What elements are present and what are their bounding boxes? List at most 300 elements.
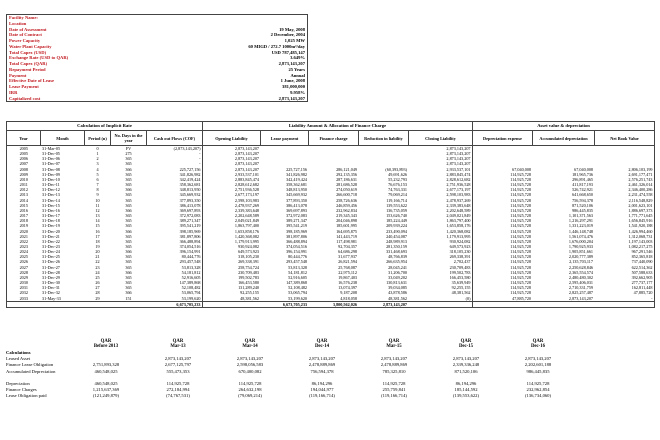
table-cell: 318,105,230 [238, 254, 259, 260]
info-value: 1 June, 2008 [280, 78, 305, 84]
table-cell: 341,826,982 [147, 172, 203, 177]
summary-value: 2,873,143,207 [524, 356, 552, 362]
totals-cell [409, 301, 473, 307]
table-cell: 986,445,835 [572, 207, 593, 213]
table-cell: 31-Dec-06 [42, 156, 60, 162]
table-cell: 1,179,913,995 [234, 238, 259, 244]
summary-value: 2,873,143,207 [380, 356, 408, 362]
table-cell: 277,737,177 [595, 280, 655, 285]
table-cell: 2017 [7, 213, 41, 218]
summary-header-cell [214, 339, 286, 350]
table-cell: 47,885,720 [512, 295, 531, 301]
summary-value: 2,478,889,869 [380, 362, 408, 368]
info-value: 381,000,000 [282, 84, 305, 89]
summary-value: 1,215,637,369 [92, 386, 120, 392]
table-cell: 852,365,818 [595, 254, 655, 259]
table-cell: 274,050,619 [336, 187, 357, 193]
table-cell: 2,598,103,983 [234, 197, 259, 203]
table-cell: 117,498,981 [336, 238, 357, 244]
table-cell: 2,116,548,829 [595, 198, 655, 203]
table-cell: 365 [125, 197, 132, 203]
table-cell: 386,413,078 [147, 203, 203, 208]
table-cell: 14 [95, 218, 100, 224]
table-cell: 622,514,362 [595, 265, 655, 270]
table-cell: 369,697,893 [286, 207, 307, 213]
table-cell: 139,553,622 [386, 202, 407, 208]
info-label: Facility Name: [9, 15, 38, 20]
table-cell: 31-Dec-09 [42, 171, 60, 177]
table-cell: 9,187,208 [340, 290, 357, 296]
table-cell: 80,444,776 [288, 254, 307, 260]
table-cell: 114,925,728 [510, 264, 531, 270]
table-cell: 28 [95, 290, 100, 296]
table-cell: 1 [96, 151, 99, 157]
table-cell: 411,817,193 [572, 182, 593, 188]
table-cell: 13,074,397 [338, 285, 357, 291]
summary-value: 272,184,994 [166, 386, 190, 392]
table-cell: 39,034,085 [388, 285, 407, 291]
table-cell: 31-Dec-31 [42, 285, 60, 291]
table-cell: 0 [96, 146, 99, 151]
table-cell: 26,821,594 [338, 259, 357, 265]
info-label: Total Capex (QAR) [9, 61, 48, 66]
table-cell: 53,065,794 [288, 290, 307, 296]
table-cell: 79,069,214 [388, 192, 407, 198]
table-cell: 286,121,049 [336, 166, 357, 172]
table-cell: 17 [95, 233, 100, 239]
table-cell: 358,362,681 [147, 182, 203, 187]
table-cell: 2023 [7, 244, 41, 249]
table-cell: 365 [125, 176, 132, 182]
table-cell: 31-Dec-12 [42, 187, 60, 193]
table-cell: 366 [125, 228, 132, 234]
table-cell: 114,925,728 [510, 238, 531, 244]
summary-header-cell [430, 339, 502, 350]
table-cell: 31-Dec-26 [42, 259, 60, 265]
info-label: Date of Assessment [9, 26, 47, 32]
table-cell: - [595, 296, 655, 302]
table-cell: 1,863,797,400 [234, 223, 259, 229]
table-cell: 114,925,728 [510, 171, 531, 177]
table-cell: 16 [95, 228, 100, 234]
summary-header-cell [358, 339, 430, 350]
table-cell: 76,676,153 [388, 182, 407, 188]
table-cell: 389,271,347 [147, 218, 203, 223]
table-cell: 2,478,937,269 [409, 198, 473, 203]
table-cell: 225,727,156 [147, 167, 203, 172]
info-label: Lease Payment [9, 84, 39, 89]
table-cell: 2,751,936,528 [234, 187, 259, 193]
table-cell: 25 [95, 274, 100, 280]
table-cell: 230,709,483 [238, 269, 259, 275]
table-cell: 4,818,058 [340, 295, 357, 301]
table-cell: 67,040,008 [512, 166, 531, 172]
summary-header-period: Dec-16 [530, 344, 546, 350]
column-header: Finance charge [309, 131, 359, 146]
table-cell: (60,393,893) [385, 166, 407, 172]
summary-header-period: Dec-14 [314, 344, 330, 350]
group-header-implicit-rate: Calculation of Implicit Rate [7, 122, 203, 131]
table-cell: 31-Dec-21 [42, 233, 60, 239]
table-cell: 293,457,548 [286, 259, 307, 265]
table-cell: 369,697,893 [147, 208, 203, 213]
summary-value: 2,339,336,248 [452, 362, 480, 368]
table-cell: 114,925,728 [510, 269, 531, 275]
summary-row-label: Calculations [6, 350, 31, 355]
table-cell: 342,419,424 [286, 176, 307, 182]
table-cell: 48,381,562 [409, 290, 473, 295]
table-cell: 365 [125, 264, 132, 270]
table-cell: 2009 [7, 172, 41, 177]
summary-value: 756,594,378 [310, 368, 334, 374]
totals-cell: 6,673,705,233 [147, 301, 203, 307]
table-cell: 2,135,703,117 [569, 259, 593, 265]
table-cell: 114,925,728 [510, 223, 531, 229]
table-cell: 67,040,008 [574, 166, 593, 172]
summary-row-label: Accumulated Depreciation [6, 368, 56, 374]
table-cell: 31,206,700 [388, 269, 407, 275]
summary-header-currency: QAR [100, 339, 112, 344]
table-cell: 377,893,350 [286, 197, 307, 203]
table-cell: 2,598,103,983 [409, 192, 473, 197]
table-cell: 114,925,728 [510, 228, 531, 234]
summary-header-period: Mar-13 [170, 344, 186, 350]
column-header: Lease payment [261, 131, 309, 146]
summary-value: (139,553,622) [452, 393, 480, 399]
summary-value: 2,873,143,207 [236, 356, 264, 362]
table-cell: 365 [125, 233, 132, 239]
summary-value: 2,598,056,583 [236, 362, 264, 368]
table-cell: 269,338,391 [238, 259, 259, 265]
table-cell: 2,933,537,101 [234, 171, 259, 177]
table-cell: 53,065,794 [147, 290, 203, 295]
table-cell: 266,600,718 [336, 192, 357, 198]
summary-header-cell [502, 339, 574, 350]
table-cell: 365 [125, 254, 132, 260]
summary-value: 185,144,592 [454, 386, 478, 392]
table-cell: 199,502,783 [409, 270, 473, 275]
table-cell: (2,873,143,207) [147, 146, 203, 152]
table-cell: 114,925,728 [510, 218, 531, 224]
table-cell: 2,873,143,207 [234, 146, 259, 151]
table-cell: - [147, 161, 203, 166]
summary-value: 86,194,296 [311, 380, 333, 386]
table-cell: 1,420,368,082 [409, 229, 473, 234]
summary-value: 2,873,143,207 [164, 356, 192, 362]
table-cell: 275 [125, 151, 132, 157]
table-cell: 392,662,905 [595, 275, 655, 280]
table-cell: 114,925,728 [510, 182, 531, 188]
info-label: Capitalized cost [9, 95, 41, 101]
table-cell: 2005 [7, 151, 41, 156]
table-cell: 2027 [7, 265, 41, 270]
table-cell: 12 [95, 207, 100, 213]
summary-value: 871,520,106 [454, 368, 478, 374]
table-cell: (0) [409, 296, 473, 302]
column-header: Month [41, 131, 85, 146]
totals-cell [41, 301, 85, 307]
table-cell: 31-Dec-10 [42, 176, 60, 182]
table-cell: 162,811,448 [595, 285, 655, 290]
info-label: Power Capacity [9, 38, 41, 43]
summary-header-spacer [6, 339, 70, 350]
info-value: 2,873,143,207 [278, 95, 305, 101]
table-cell: 2,883,845,474 [409, 172, 473, 177]
summary-header-period: Mar-15 [386, 344, 402, 350]
table-cell: 366 [125, 166, 132, 172]
table-cell: 52,916,605 [288, 274, 307, 280]
summary-value: 2,202,601,188 [524, 362, 552, 368]
table-cell: 396,154,991 [286, 249, 307, 255]
table-cell: 114,925,728 [510, 254, 531, 260]
table-cell: 2033 [7, 296, 41, 302]
table-cell: 31-Dec-05 [42, 151, 60, 157]
table-cell: 114,925,728 [510, 176, 531, 182]
table-cell: 114,925,728 [510, 192, 531, 198]
table-cell: 396,154,991 [147, 249, 203, 254]
summary-row-label: Lease Obligation paid [6, 393, 47, 399]
table-cell: 2024 [7, 249, 41, 254]
table-cell: 345,669,932 [286, 192, 307, 198]
table-cell: 365 [125, 171, 132, 177]
table-cell: 2006 [7, 156, 41, 161]
summary-header-currency: QAR [244, 339, 256, 344]
table-cell: 365 [125, 285, 132, 291]
table-cell: 2,828,612,682 [409, 177, 473, 182]
table-cell: 1,312,068,731 [595, 234, 655, 239]
table-cell: 48,381,562 [388, 295, 407, 301]
table-cell: 22,975,112 [338, 269, 357, 275]
table-cell: 31-Dec-22 [42, 238, 60, 244]
table-cell: 114,925,728 [510, 290, 531, 296]
table-cell: 147,389,868 [286, 280, 307, 286]
table-cell: 381,897,806 [286, 233, 307, 239]
table-cell: 2,873,143,207 [409, 156, 473, 161]
table-cell: 967,291,546 [595, 249, 655, 254]
table-cell: 19 [95, 243, 100, 249]
summary-value: 460,548,025 [94, 368, 118, 374]
lease-calculation-table [6, 121, 654, 308]
table-cell: 2016 [7, 208, 41, 213]
summary-row-label: Finance Lease Obligation [6, 362, 54, 368]
totals-cell [473, 301, 533, 307]
table-cell: 22 [95, 259, 100, 265]
table-cell: 258,754,724 [238, 264, 259, 270]
table-cell: 31-Dec-17 [42, 213, 60, 219]
table-cell: 281,350,159 [386, 243, 407, 249]
table-cell: 2,202,648,589 [409, 208, 473, 213]
table-cell: 31-Dec-23 [42, 243, 60, 249]
table-cell: 1,771,771,645 [595, 213, 655, 218]
table-cell: 31-Dec-07 [42, 161, 60, 167]
table-cell: 114,925,728 [510, 243, 531, 249]
table-cell: 2007 [7, 161, 41, 166]
table-cell: 92,704,357 [338, 243, 357, 249]
table-cell: 2,001,623,101 [595, 203, 655, 208]
info-value: 2,873,143,207 [278, 61, 305, 66]
summary-header-row [6, 339, 654, 350]
info-value: 3.649% [290, 55, 305, 61]
table-cell: 2,710,331,759 [568, 285, 593, 291]
summary-header-currency: QAR [460, 339, 472, 344]
table-cell: 16,576,238 [338, 280, 357, 286]
table-cell: 2022 [7, 239, 41, 244]
table-cell: 209,939,224 [386, 223, 407, 229]
table-cell: 13 [95, 213, 100, 219]
table-cell: 248,989,913 [386, 238, 407, 244]
table-cell: 296,891,465 [572, 176, 593, 182]
table-cell: 49,691,626 [388, 171, 407, 177]
summary-value: 2,677,125,797 [164, 362, 192, 368]
column-header: Opening Liability [203, 131, 261, 146]
table-cell: 1,541,920,188 [595, 223, 655, 228]
table-cell: 9 [96, 192, 99, 198]
table-cell: 2010 [7, 177, 41, 182]
table-cell: 649,573,923 [409, 244, 473, 249]
table-cell: 52,916,605 [147, 275, 203, 280]
table-cell: 153,626,740 [386, 213, 407, 219]
table-cell: 1,886,697,373 [595, 208, 655, 213]
info-label: Date of Contract [9, 32, 42, 38]
table-cell: 365 [125, 202, 132, 208]
table-cell: 131,289,240 [238, 285, 259, 291]
table-cell: 756,594,378 [572, 197, 593, 203]
table-cell: 3 [96, 161, 99, 167]
table-cell: 164,695,875 [336, 228, 357, 234]
table-cell: 507,588,633 [595, 270, 655, 275]
info-value: 25 Years [288, 66, 305, 72]
table-cell: 18 [95, 238, 100, 244]
table-cell: 24 [95, 269, 100, 275]
summary-value: 2,478,889,869 [308, 362, 336, 368]
table-cell: 365 [125, 161, 132, 167]
table-cell: 52,108,482 [288, 285, 307, 291]
table-cell: 2032 [7, 290, 41, 295]
table-cell: 2031 [7, 285, 41, 290]
table-cell: 2,933,537,101 [409, 167, 473, 172]
table-cell: 366 [125, 207, 132, 213]
summary-value: 785,325,810 [382, 368, 406, 374]
table-cell: 31-Dec-18 [42, 218, 60, 224]
table-cell: 31-Dec-11 [42, 182, 60, 188]
table-cell: 2,873,143,207 [568, 295, 593, 301]
info-value: 9.958% [290, 89, 305, 95]
table-cell: 2025 [7, 254, 41, 259]
summary-row [6, 369, 654, 375]
table-cell: 31-Mar-05 [42, 146, 61, 151]
column-header: Reduction in liability [359, 131, 409, 146]
table-cell: 2,595,406,031 [568, 280, 593, 286]
summary-value: 255,759,841 [382, 386, 406, 392]
table-cell: 2,677,173,197 [409, 187, 473, 192]
table-cell: 1,561,074,476 [568, 233, 593, 239]
column-header: Net Book Value [595, 131, 655, 146]
table-cell: 92,255,155 [240, 290, 259, 296]
table-cell: 341,826,982 [286, 171, 307, 177]
table-cell: 930,924,082 [409, 239, 473, 244]
table-cell: 2,478,937,269 [234, 202, 259, 208]
table-cell: 1,653,858,176 [409, 223, 473, 228]
table-cell: 5 [96, 171, 99, 177]
table-cell: 266,635,954 [386, 259, 407, 265]
table-cell: 47,885,720 [595, 290, 655, 295]
table-cell: 27 [95, 285, 100, 291]
table-cell: 2,883,845,474 [234, 176, 259, 182]
table-cell: 2,480,480,302 [568, 274, 593, 280]
summary-header-currency: QAR [172, 339, 184, 344]
table-cell: 2,231,474,558 [595, 192, 655, 197]
summary-value: 114,925,728 [166, 380, 190, 386]
table-cell: 342,419,424 [147, 177, 203, 182]
table-cell: 374,054,516 [286, 243, 307, 249]
table-cell: 365 [125, 238, 132, 244]
table-cell: 2030 [7, 280, 41, 285]
table-cell: 225,727,156 [286, 166, 307, 172]
table-cell: 1,790,925,933 [568, 243, 593, 249]
table-cell: 871,520,106 [572, 202, 593, 208]
summary-value: 460,548,025 [94, 380, 118, 386]
table-cell: 29 [95, 295, 100, 301]
summary-value: 194,044,977 [310, 386, 334, 392]
table-cell: 358,362,681 [286, 182, 307, 188]
table-cell: 31,677,937 [338, 254, 357, 260]
table-cell: 2,702,437 [409, 259, 473, 264]
table-cell: 1,905,851,661 [568, 249, 593, 255]
facility-info-panel [6, 14, 308, 102]
table-cell: 348,813,950 [286, 187, 307, 193]
table-cell: 366 [125, 290, 132, 296]
table-cell: 1,426,994,460 [595, 229, 655, 234]
table-cell: 28,045,241 [388, 264, 407, 270]
table-cell: 54,181,812 [147, 270, 203, 275]
table-cell: 2029 [7, 275, 41, 280]
table-cell: 92,255,155 [409, 285, 473, 290]
table-cell: 1,420,368,082 [234, 233, 259, 239]
summary-value: (74,767,531) [166, 393, 190, 399]
table-cell: 114,925,728 [510, 280, 531, 286]
table-cell: 365 [125, 280, 132, 286]
column-header: Accumulated depreciation [533, 131, 595, 146]
table-cell: 2,346,400,286 [595, 187, 655, 192]
table-cell: 53,199,620 [147, 296, 203, 302]
table-cell: 395,541,219 [147, 223, 203, 228]
totals-cell [533, 301, 595, 307]
table-cell: 331,468,693 [386, 249, 407, 255]
table-cell: 55,232,793 [388, 176, 407, 182]
table-cell: 1,179,913,995 [409, 234, 473, 239]
info-label: Payment [9, 72, 27, 78]
table-cell: 48,381,562 [240, 295, 259, 301]
table-cell: 31-Dec-24 [42, 249, 60, 255]
table-cell: 74,763,331 [388, 187, 407, 193]
table-cell: 166,453,580 [238, 280, 259, 286]
info-value: 19 May, 2008 [279, 26, 305, 32]
group-header-liability: Liability Amount & Allocation of Finance Charge [203, 122, 473, 131]
table-cell: 365 [125, 156, 132, 162]
table-cell: 114,925,728 [510, 274, 531, 280]
table-cell: 365 [125, 243, 132, 249]
table-cell: 2,825,257,487 [568, 290, 593, 296]
summary-value: 114,925,728 [526, 380, 550, 386]
table-cell: 2,873,143,207 [234, 161, 259, 167]
totals-cell [595, 301, 655, 307]
totals-row [7, 301, 655, 307]
table-cell: 1,082,217,275 [595, 244, 655, 249]
info-label: Effective Date of Lease [9, 78, 55, 84]
table-cell: 930,924,082 [238, 243, 259, 249]
table-cell: 2014 [7, 198, 41, 203]
table-cell: 230,709,483 [409, 265, 473, 270]
